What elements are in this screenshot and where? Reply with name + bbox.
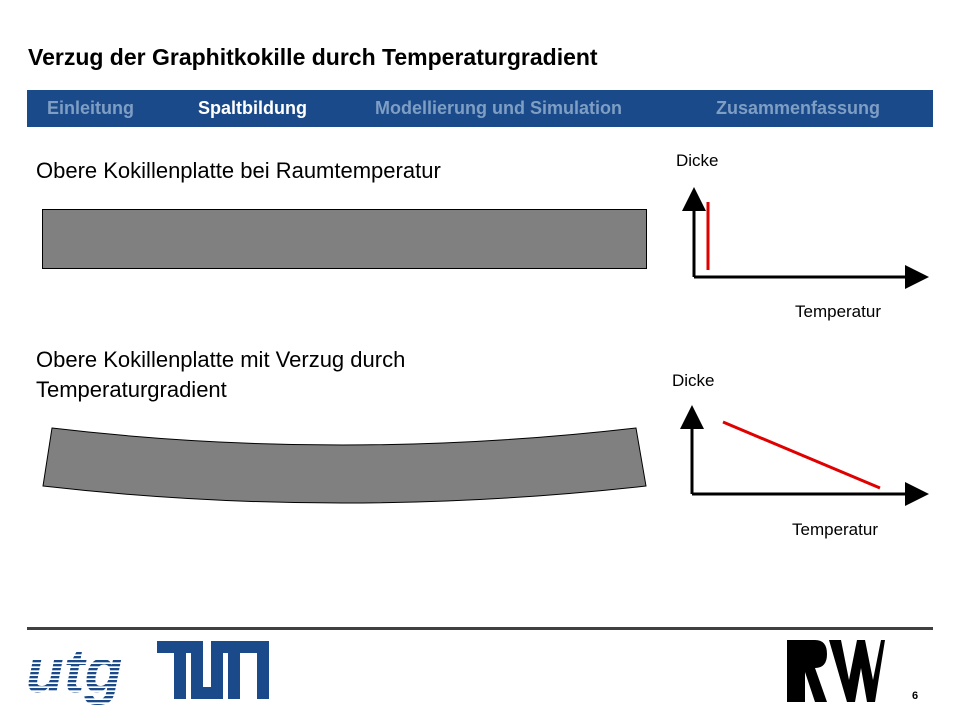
graph1-x-label: Temperatur [795,302,881,321]
page-number: 6 [912,690,919,702]
nav-item-zusammenfassung[interactable]: Zusammenfassung [716,98,881,118]
tum-logo [157,641,269,701]
warped-mould-plate [40,420,650,505]
slide-title: Verzug der Graphitkokille durch Temperaturgradient [28,44,598,70]
graph2-x-label: Temperatur [792,520,878,539]
graph2-y-label: Dicke [672,371,715,390]
section2-heading-line1: Obere Kokillenplatte mit Verzug durch [36,347,406,372]
section2-heading-line2: Temperaturgradient [36,377,227,402]
graph1-axes [680,190,930,290]
section1-heading: Obere Kokillenplatte bei Raumtemperatur [36,158,441,183]
rwp-logo [787,640,887,702]
nav-item-spaltbildung[interactable]: Spaltbildung [198,98,307,118]
graph2-axes [680,408,930,508]
nav-item-modellierung[interactable]: Modellierung und Simulation [375,98,622,118]
svg-text:utg: utg [26,637,123,706]
graph2-thickness-line [723,422,880,488]
graph1-y-label: Dicke [676,151,719,170]
section-navigation-bar [27,90,933,127]
nav-item-einleitung[interactable]: Einleitung [47,98,134,118]
flat-mould-plate [42,209,647,269]
footer-divider [27,627,933,630]
utg-logo [24,637,136,710]
